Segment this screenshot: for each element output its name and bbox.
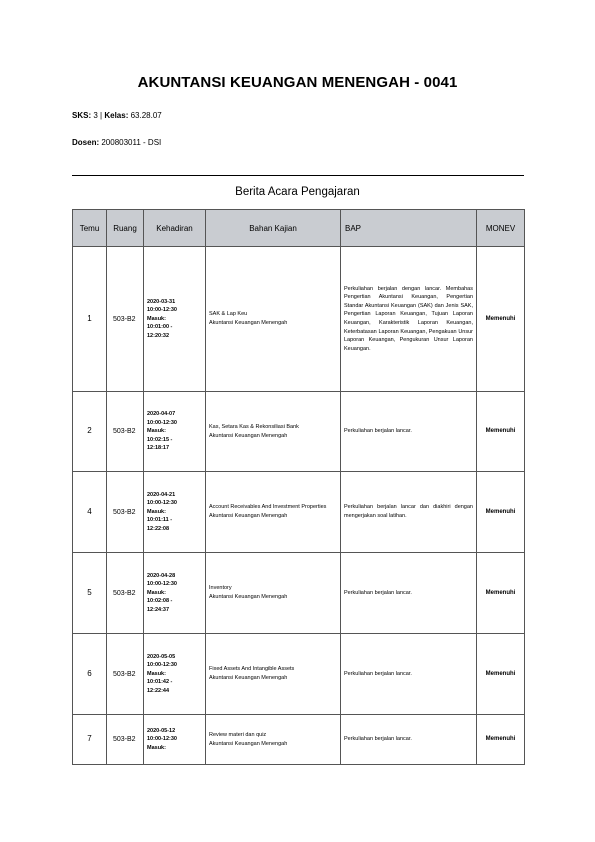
bahan-line: Akuntansi Keuangan Menengah [209, 432, 288, 439]
kehadiran-line: Masuk: [147, 589, 166, 596]
cell-kehadiran [144, 715, 206, 765]
kehadiran-line: 2020-04-28 [147, 572, 176, 579]
kehadiran-line: 10:00-12:30 [147, 662, 177, 669]
bahan-line: Akuntansi Keuangan Menengah [209, 740, 288, 747]
cell-bap: Perkuliahan berjalan lancar. [341, 715, 477, 765]
table-row [73, 634, 525, 715]
cell-ruang: 503-B2 [107, 247, 144, 392]
cell-bahan-kajian [206, 715, 341, 765]
cell-kehadiran [144, 392, 206, 472]
cell-temu: 4 [73, 472, 107, 553]
section-title: Berita Acara Pengajaran [235, 186, 360, 198]
cell-kehadiran [144, 472, 206, 553]
teaching-record-table [72, 209, 525, 765]
cell-bap: Perkuliahan berjalan dengan lancar. Membahas Pengertian Akuntansi Keuangan, Pengertian Standar Akuntansi Keuangan (SAK) dan Jenis SAK, Pengertian Laporan Keuangan, Tujuan Laporan Keuangan, Karakteristik Laporan Keuangan, Keterbatasan Laporan Keuangan, Pengakuan Unsur Laporan Keuangan, Pengukuran Unsur Laporan Keuangan. [341, 247, 477, 392]
cell-monev: Memenuhi [477, 247, 525, 392]
kehadiran-line: 10:02:08 - [147, 598, 173, 605]
lecturer-info-line [72, 138, 161, 147]
kehadiran-line: 10:01:42 - [147, 679, 173, 686]
section-divider [72, 175, 524, 176]
kehadiran-line: 12:22:08 [147, 525, 170, 532]
kehadiran-line: 10:01:11 - [147, 517, 173, 524]
cell-ruang: 503-B2 [107, 634, 144, 715]
column-header-temu: Temu [73, 210, 107, 247]
course-info-line [72, 111, 162, 120]
column-header-kehadiran: Kehadiran [144, 210, 206, 247]
kelas-label: Kelas: [104, 111, 129, 120]
kehadiran-line: 10:00-12:30 [147, 419, 177, 426]
sks-label: SKS: [72, 111, 92, 120]
table-header-row [73, 210, 525, 247]
cell-monev: Memenuhi [477, 392, 525, 472]
kehadiran-line: 10:02:15 - [147, 436, 173, 443]
cell-kehadiran [144, 634, 206, 715]
cell-ruang: 503-B2 [107, 715, 144, 765]
kehadiran-line: 12:22:44 [147, 687, 170, 694]
cell-temu: 6 [73, 634, 107, 715]
cell-monev: Memenuhi [477, 472, 525, 553]
column-header-monev: MONEV [477, 210, 525, 247]
cell-kehadiran [144, 553, 206, 634]
cell-ruang: 503-B2 [107, 553, 144, 634]
cell-bahan-kajian [206, 247, 341, 392]
kehadiran-line: 2020-05-12 [147, 727, 176, 734]
cell-kehadiran [144, 247, 206, 392]
sks-value: 3 [93, 111, 98, 120]
kehadiran-line: 2020-04-21 [147, 491, 176, 498]
kelas-value: 63.28.07 [130, 111, 162, 120]
dosen-value: 200803011 - DSI [101, 138, 162, 147]
kehadiran-line: Masuk: [147, 744, 166, 751]
bahan-line: Review materi dan quiz [209, 731, 267, 738]
kehadiran-line: 2020-04-07 [147, 411, 176, 418]
cell-monev: Memenuhi [477, 634, 525, 715]
bahan-line: Akuntansi Keuangan Menengah [209, 594, 288, 600]
cell-bap: Perkuliahan berjalan lancar dan diakhiri dengan mengerjakan soal latihan. [341, 472, 477, 553]
bahan-line: Fixed Assets And Intangible Assets [209, 666, 295, 673]
cell-bahan-kajian [206, 472, 341, 553]
column-header-bahan-kajian: Bahan Kajian [206, 210, 341, 247]
cell-temu: 1 [73, 247, 107, 392]
cell-ruang: 503-B2 [107, 392, 144, 472]
kehadiran-line: 2020-03-31 [147, 298, 176, 305]
cell-bap: Perkuliahan berjalan lancar. [341, 634, 477, 715]
cell-monev: Memenuhi [477, 715, 525, 765]
kehadiran-line: 10:01:00 - [147, 324, 173, 331]
bahan-line: Kas, Setara Kas & Rekonsiliasi Bank [209, 423, 299, 430]
bahan-line: Inventory [209, 585, 232, 592]
kehadiran-line: Masuk: [147, 315, 166, 322]
kehadiran-line: 10:00-12:30 [147, 500, 177, 507]
bahan-line: Akuntansi Keuangan Menengah [209, 320, 288, 326]
dosen-label: Dosen: [72, 138, 100, 147]
cell-bahan-kajian [206, 553, 341, 634]
cell-monev: Memenuhi [477, 553, 525, 634]
cell-ruang: 503-B2 [107, 472, 144, 553]
bahan-line: Akuntansi Keuangan Menengah [209, 513, 288, 519]
cell-temu: 5 [73, 553, 107, 634]
table-row [73, 472, 525, 553]
kehadiran-line: 12:18:17 [147, 445, 170, 452]
table-row [73, 392, 525, 472]
separator: | [100, 111, 103, 120]
cell-temu: 7 [73, 715, 107, 765]
column-header-ruang: Ruang [107, 210, 144, 247]
table-row [73, 553, 525, 634]
kehadiran-line: 12:24:37 [147, 606, 170, 613]
column-header-bap: BAP [341, 210, 477, 247]
document-title: AKUNTANSI KEUANGAN MENENGAH - 0041 [137, 74, 458, 91]
kehadiran-line: Masuk: [147, 428, 166, 435]
kehadiran-line: Masuk: [147, 670, 166, 677]
cell-temu: 2 [73, 392, 107, 472]
bahan-line: SAK & Lap Keu [209, 311, 248, 318]
kehadiran-line: Masuk: [147, 508, 166, 515]
table-row [73, 247, 525, 392]
cell-bahan-kajian [206, 634, 341, 715]
cell-bap: Perkuliahan berjalan lancar. [341, 392, 477, 472]
cell-bahan-kajian [206, 392, 341, 472]
kehadiran-line: 10:00-12:30 [147, 307, 177, 314]
table-row [73, 715, 525, 765]
kehadiran-line: 2020-05-05 [147, 653, 176, 660]
cell-bap: Perkuliahan berjalan lancar. [341, 553, 477, 634]
bahan-line: Akuntansi Keuangan Menengah [209, 675, 288, 681]
kehadiran-line: 10:00-12:30 [147, 581, 177, 588]
kehadiran-line: 10:00-12:30 [147, 736, 177, 743]
kehadiran-line: 12:20:32 [147, 332, 170, 339]
bahan-line: Account Receivables And Investment Properties [209, 504, 327, 511]
